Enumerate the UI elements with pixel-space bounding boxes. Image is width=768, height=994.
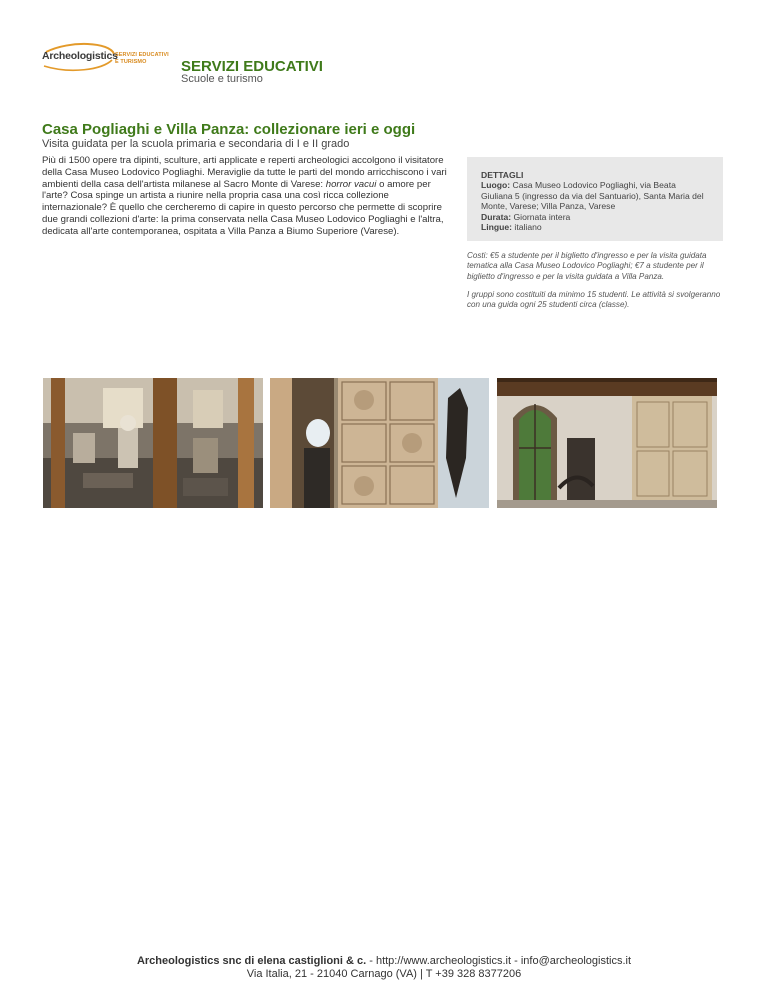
archeologistics-logo[interactable] (40, 42, 176, 76)
page-title: Casa Pogliaghi e Villa Panza: collezionare ieri e oggi (42, 121, 416, 138)
footer-contacts: Archeologistics snc di elena castiglioni & c. - http://www.archeologistics.it - info@archeologistics.it (136, 955, 632, 967)
page-subtitle: Visita guidata per la scuola primaria e secondaria di I e II grado (42, 138, 350, 150)
details-durata: Durata: Giornata intera (481, 211, 571, 222)
notes (467, 251, 722, 318)
costs-note: Costi: €5 a studente per il biglietto d'ingresso e per la visita guidata tematica alla Casa Museo Lodovico Pogliaghi; €7 a studente per il biglietto d'ingresso e per la visita guidata a Villa Panza. (467, 251, 707, 281)
header-subtitle: Scuole e turismo (181, 73, 263, 85)
details-box (467, 157, 723, 241)
groups-note: I gruppi sono costituiti da minimo 15 studenti. Le attività si svolgeranno con una guida ogni 25 studenti circa (classe). (467, 289, 721, 310)
header-title: SERVIZI EDUCATIVI (181, 58, 323, 75)
museum-photo-3 (497, 378, 717, 508)
logo-subtitle: SERVIZI EDUCATIVI E TURISMO (115, 52, 169, 65)
footer (0, 955, 768, 980)
details-heading: DETTAGLI (481, 170, 524, 180)
description: Più di 1500 opere tra dipinti, sculture, arti applicate e reperti archeologici accolgono il visitatore della Casa Museo Lodovico Pogliaghi. Meraviglie da tutte le parti del mondo arricchiscono i vari ambienti della casa dell'artista milanese al Sacro Monte di Varese: horror vacui o amore per l'arte? Cosa spinge un artista a riunire nella propria casa una così ricca collezione internazionale? È quello che cercheremo di capire in questo percorso che permette di scoprire due grandi collezioni d'arte: la prima conservata nella Casa Museo Lodovico Pogliaghi e l'altra, dedicata all'arte contemporanea, ospitata a Villa Panza a Biumo Superiore (Varese). (42, 155, 447, 237)
italic-term: horror vacui (325, 178, 377, 190)
footer-company: Archeologistics snc di elena castiglioni & c. (136, 955, 367, 967)
footer-address: Via Italia, 21 - 21040 Carnago (VA) | T +39 328 8377206 (246, 967, 522, 980)
museum-photo-2 (270, 378, 489, 508)
details-lingue: Lingue: italiano (481, 222, 542, 233)
details-luogo: Luogo: Casa Museo Lodovico Pogliaghi, via Beata Giuliana 5 (ingresso da via del Santuario), Santa Maria del Monte, Varese; Villa Panza, Varese (481, 180, 704, 212)
museum-photo-1 (43, 378, 263, 508)
logo-wordmark: Archeologistics (42, 50, 118, 62)
